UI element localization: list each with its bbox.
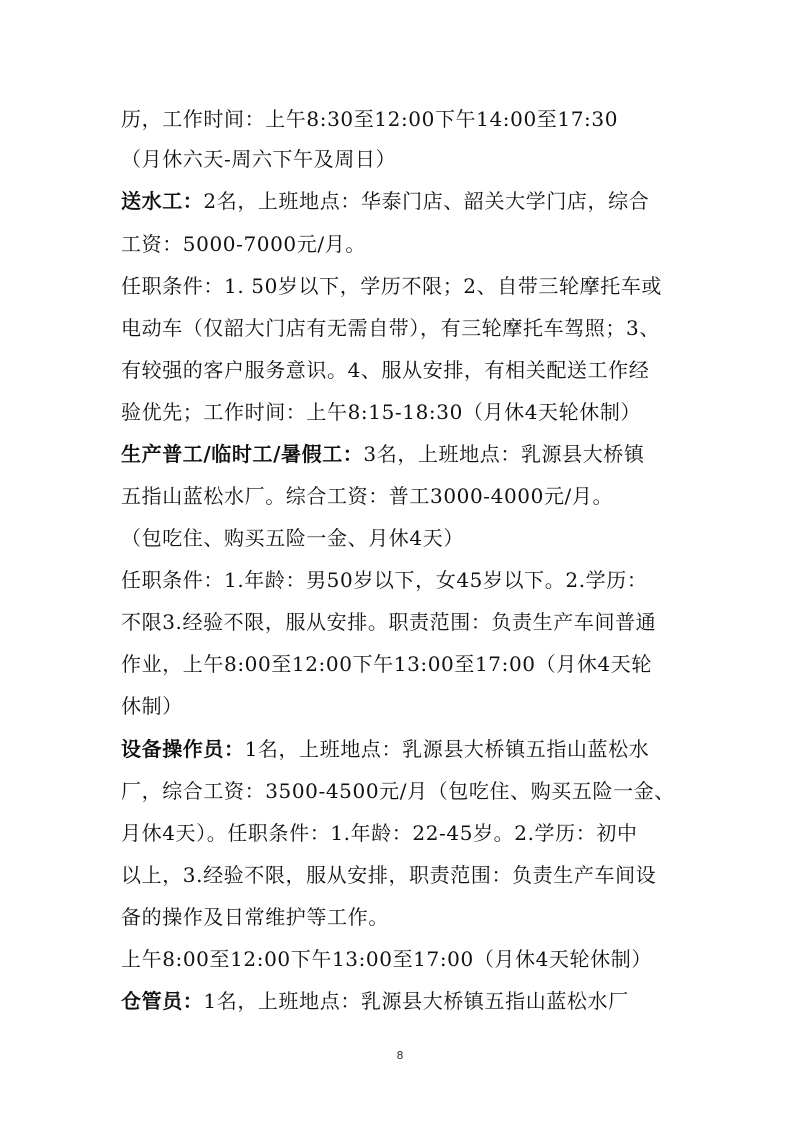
line-text: 工资：5000-7000元/月。 [121,232,366,256]
text-line [121,693,183,719]
text-line [121,483,613,509]
line-text: 作业，上午8:00至12:00下午13:00至17:00（月休4天轮 [121,652,652,676]
line-text: 任职条件：1.年龄：男50岁以下，女45岁以下。2.学历： [121,568,648,592]
section-heading-line [121,736,649,762]
section-heading: 仓管员： [121,989,204,1013]
text-line [121,315,660,341]
text-line [121,273,662,299]
line-text: 以上，3.经验不限，服从安排，职责范围：负责生产车间设 [121,863,657,887]
line-text: 2名，上班地点：华泰门店、韶关大学门店，综合 [203,189,650,213]
line-text: 1名，上班地点：乳源县大桥镇五指山蓝松水 [244,737,650,761]
line-text: 电动车（仅韶大门店有无需自带），有三轮摩托车驾照；3、 [121,316,660,340]
text-line [121,904,389,930]
line-text: 月休4天）。任职条件：1.年龄：22-45岁。2.学历：初中 [121,821,638,845]
line-text: 休制） [121,694,183,718]
line-text: 上午8:00至12:00下午13:00至17:00（月休4天轮休制） [121,947,652,971]
text-line [121,525,464,551]
line-text: 不限3.经验不限，服从安排。职责范围：负责生产车间普通 [121,610,657,634]
text-line [121,862,656,888]
text-line [121,357,649,383]
line-text: （包吃住、购买五险一金、月休4天） [121,526,464,550]
section-heading: 设备操作员： [121,737,245,761]
page-number: 8 [396,1049,404,1062]
section-heading-line [121,988,629,1014]
text-line [121,778,675,804]
text-line [121,567,647,593]
line-text: 有较强的客户服务意识。4、服从安排，有相关配送工作经 [121,358,650,382]
text-line [121,231,366,257]
section-heading: 送水工： [121,189,204,213]
line-text: 验优先；工作时间：上午8:15-18:30（月休4天轮休制） [121,400,642,424]
line-text: （月休六天-周六下午及周日） [121,147,397,171]
line-text: 历，工作时间：上午8:30至12:00下午14:00至17:30 [121,107,619,131]
line-text: 厂，综合工资：3500-4500元/月（包吃住、购买五险一金、 [121,779,675,803]
section-heading-line [121,188,649,214]
line-text: 3名，上班地点：乳源县大桥镇 [363,442,645,466]
text-line [121,106,618,132]
line-text: 任职条件：1. 50岁以下，学历不限；2、自带三轮摩托车或 [121,274,663,298]
text-line [121,609,656,635]
section-heading: 生产普工/临时工/暑假工： [121,442,364,466]
text-line [121,146,396,172]
text-line [121,651,652,677]
line-text: 1名，上班地点：乳源县大桥镇五指山蓝松水厂 [203,989,629,1013]
line-text: 五指山蓝松水厂。综合工资：普工3000-4000元/月。 [121,484,614,508]
text-line [121,820,638,846]
text-line [121,946,652,972]
text-line [121,399,641,425]
line-text: 备的操作及日常维护等工作。 [121,905,389,929]
section-heading-line [121,441,645,467]
